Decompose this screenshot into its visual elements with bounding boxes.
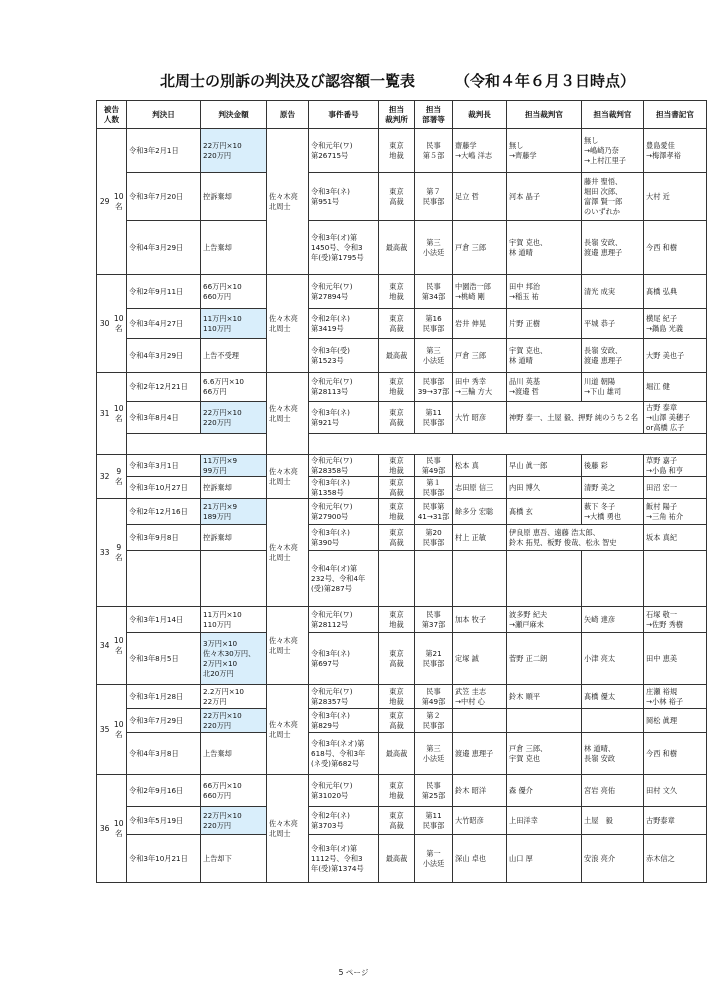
clerk: 田沼 宏一	[644, 477, 707, 499]
table-row	[97, 525, 707, 551]
table-row	[97, 775, 707, 807]
chief-judge: 大竹昭彦	[453, 807, 507, 835]
judgment-date: 令和2年9月11日	[127, 275, 201, 309]
department: 第16 民事部	[415, 309, 453, 339]
judgment-amount: 3万円×10 佐々木30万円、 2万円×10 北20万円	[201, 633, 267, 685]
clerk: 草野 嘉子 →小島 和亨	[644, 455, 707, 477]
header-department: 担当 部署等	[415, 101, 453, 129]
chief-judge: 戸倉 三郎	[453, 221, 507, 275]
chief-judge: 松本 真	[453, 455, 507, 477]
court	[379, 551, 415, 607]
clerk: 今西 和樹	[644, 733, 707, 775]
defendant-count: 10 名	[112, 685, 127, 775]
clerk: 大村 近	[644, 173, 707, 221]
judge-2: 清野 美之	[582, 477, 644, 499]
judgment-date: 令和2年12月16日	[127, 499, 201, 525]
chief-judge	[453, 709, 507, 733]
table-row	[97, 221, 707, 275]
judge-2: 長嶺 安政、 渡邉 恵理子	[582, 221, 644, 275]
department: 民事 第34部	[415, 275, 453, 309]
table-row	[97, 373, 707, 402]
empty-cell	[309, 434, 707, 455]
judgment-date: 令和3年4月27日	[127, 309, 201, 339]
judge-1: 波多野 紀夫 →瀬戸麻未	[507, 607, 582, 633]
judgment-amount: 控訴棄却	[201, 173, 267, 221]
clerk: 古野泰章	[644, 807, 707, 835]
chief-judge: 大竹 昭彦	[453, 402, 507, 434]
chief-judge: 鈴木 昭洋	[453, 775, 507, 807]
header-defendants: 被告 人数	[97, 101, 127, 129]
chief-judge	[453, 551, 507, 607]
judge-2: 無し →嶋崎乃奈 →上村江里子	[582, 129, 644, 173]
clerk: 坂本 真紀	[644, 525, 707, 551]
judge-2: 安浪 亮介	[582, 835, 644, 883]
court: 東京 地裁	[379, 373, 415, 402]
clerk: 飯村 陽子 →三角 祐介	[644, 499, 707, 525]
table-row	[97, 275, 707, 309]
case-number: 令和3年(ネ) 第390号	[309, 525, 379, 551]
defendant-count: 10 名	[112, 129, 127, 275]
judge-2: 清光 成実	[582, 275, 644, 309]
court: 東京 地裁	[379, 607, 415, 633]
table-row	[97, 129, 707, 173]
group-number: 34	[97, 607, 112, 685]
chief-judge: 田中 秀幸 →三輪 方大	[453, 373, 507, 402]
plaintiff: 佐々木亮 北周士	[267, 275, 309, 373]
judgment-date: 令和2年9月16日	[127, 775, 201, 807]
table-row	[97, 434, 707, 455]
group-number: 32	[97, 455, 112, 499]
department: 民事 第37部	[415, 607, 453, 633]
judge-1	[507, 551, 582, 607]
court: 東京 地裁	[379, 499, 415, 525]
table-row	[97, 339, 707, 373]
case-number: 令和3年(ネ) 第951号	[309, 173, 379, 221]
judgment-date: 令和4年3月8日	[127, 733, 201, 775]
department: 第20 民事部	[415, 525, 453, 551]
title-text: 北周士の別訴の判決及び認容額一覧表	[160, 72, 416, 90]
group-number: 31	[97, 373, 112, 455]
judge-2: 薮下 冬子 →大橋 勇也	[582, 499, 644, 525]
group-number: 30	[97, 275, 112, 373]
case-number: 令和3年(ネオ)第 618号、令和3年 (ネ受)第682号	[309, 733, 379, 775]
court: 東京 地裁	[379, 455, 415, 477]
table-row	[97, 733, 707, 775]
judgment-amount: 22万円×10 220万円	[201, 129, 267, 173]
as-of-date: （令和４年６月３日時点）	[455, 72, 636, 90]
department: 第三 小法廷	[415, 733, 453, 775]
case-number: 令和4年(オ)第 232号、令和4年 (受)第287号	[309, 551, 379, 607]
clerk: 髙橋 弘典	[644, 275, 707, 309]
case-number: 令和3年(オ)第 1112号、令和3 年(受)第1374号	[309, 835, 379, 883]
court: 東京 高裁	[379, 709, 415, 733]
judge-1: 戸倉 三郎、 宇賀 克也	[507, 733, 582, 775]
court: 最高裁	[379, 835, 415, 883]
clerk: 田中 恵美	[644, 633, 707, 685]
judgment-date: 令和3年1月14日	[127, 607, 201, 633]
judge-2: 土屋 毅	[582, 807, 644, 835]
department: 第一 小法廷	[415, 835, 453, 883]
chief-judge: 武笠 圭志 →中村 心	[453, 685, 507, 709]
defendant-count: 10 名	[112, 775, 127, 883]
judge-1: 無し →齊藤学	[507, 129, 582, 173]
page-footer: 5 ページ	[338, 968, 369, 977]
judgment-date: 令和3年9月8日	[127, 525, 201, 551]
clerk: 赤木信之	[644, 835, 707, 883]
judge-2: 川道 朝陽 →下山 雄司	[582, 373, 644, 402]
plaintiff: 佐々木亮 北周士	[267, 129, 309, 275]
judgment-date: 令和3年5月19日	[127, 807, 201, 835]
case-number: 令和元年(ワ) 第27894号	[309, 275, 379, 309]
chief-judge: 深山 卓也	[453, 835, 507, 883]
clerk: 横尾 紀子 →鍋島 光義	[644, 309, 707, 339]
judgment-date: 令和3年7月20日	[127, 173, 201, 221]
judgment-table-wrapper	[96, 100, 707, 883]
page-title	[160, 70, 640, 92]
judgment-amount: 上告不受理	[201, 339, 267, 373]
header-amount: 判決金額	[201, 101, 267, 129]
judgment-amount	[201, 551, 267, 607]
chief-judge: 定塚 誠	[453, 633, 507, 685]
judgment-date: 令和3年7月29日	[127, 709, 201, 733]
plaintiff: 佐々木亮 北周士	[267, 607, 309, 685]
department: 第11 民事部	[415, 807, 453, 835]
plaintiff: 佐々木亮 北周士	[267, 775, 309, 883]
judge-1: 鈴木 順平	[507, 685, 582, 709]
case-number: 令和3年(受) 第1523号	[309, 339, 379, 373]
judgment-date: 令和3年8月5日	[127, 633, 201, 685]
clerk: 今西 和樹	[644, 221, 707, 275]
group-number: 29	[97, 129, 112, 275]
judgment-amount: 控訴棄却	[201, 477, 267, 499]
court: 東京 地裁	[379, 775, 415, 807]
judgment-date: 令和3年2月1日	[127, 129, 201, 173]
defendant-count: 9 名	[112, 499, 127, 607]
department: 民事部 39→37部	[415, 373, 453, 402]
clerk	[644, 551, 707, 607]
plaintiff: 佐々木亮 北周士	[267, 685, 309, 775]
judge-2: 宮岩 亮佑	[582, 775, 644, 807]
judges-combined: 神野 泰一、土屋 毅、押野 純のうち２名	[507, 402, 644, 434]
clerk: 堀江 健	[644, 373, 707, 402]
case-number: 令和元年(ワ) 第28358号	[309, 455, 379, 477]
judges-combined: 伊良原 恵吾、遠藤 浩太郎、 鈴木 拓児、板野 俊哉、松永 智史	[507, 525, 644, 551]
court: 東京 高裁	[379, 525, 415, 551]
case-number: 令和3年(ネ) 第1358号	[309, 477, 379, 499]
clerk: 豊島愛佳 →梅澤孝裕	[644, 129, 707, 173]
clerk: 石塚 敬一 →佐野 秀樹	[644, 607, 707, 633]
chief-judge: 餘多分 宏聡	[453, 499, 507, 525]
department: 第７ 民事部	[415, 173, 453, 221]
department: 第１ 民事部	[415, 477, 453, 499]
table-row	[97, 455, 707, 477]
case-number: 令和元年(ワ) 第28113号	[309, 373, 379, 402]
plaintiff: 佐々木亮 北周士	[267, 373, 309, 455]
judge-1: 森 優介	[507, 775, 582, 807]
plaintiff: 佐々木亮 北周士	[267, 455, 309, 499]
table-row	[97, 173, 707, 221]
defendant-count: 9 名	[112, 455, 127, 499]
judgment-date: 令和3年10月21日	[127, 835, 201, 883]
judge-1: 髙橋 玄	[507, 499, 582, 525]
judge-2: 平城 恭子	[582, 309, 644, 339]
table-row	[97, 499, 707, 525]
judge-1: 宇賀 克也、 林 道晴	[507, 339, 582, 373]
group-number: 36	[97, 775, 112, 883]
judgment-amount: 21万円×9 189万円	[201, 499, 267, 525]
case-number: 令和元年(ワ) 第31020号	[309, 775, 379, 807]
judgment-amount: 22万円×10 220万円	[201, 402, 267, 434]
judge-2: 小津 亮太	[582, 633, 644, 685]
case-number: 令和2年(ネ) 第3703号	[309, 807, 379, 835]
header-case-number: 事件番号	[309, 101, 379, 129]
judge-2: 藤井 聖悟、 堀田 次郎、 富澤 賢一郎 のいずれか	[582, 173, 644, 221]
judge-1: 菅野 正二朗	[507, 633, 582, 685]
court: 東京 高裁	[379, 633, 415, 685]
case-number: 令和元年(ワ) 第28112号	[309, 607, 379, 633]
header-date: 判決日	[127, 101, 201, 129]
judge-1: 品川 英基 →渡邉 哲	[507, 373, 582, 402]
judgment-date: 令和3年8月4日	[127, 402, 201, 434]
judgment-amount: 11万円×9 99万円	[201, 455, 267, 477]
table-row	[97, 835, 707, 883]
judgment-amount: 上告却下	[201, 835, 267, 883]
judgment-table	[96, 100, 707, 883]
chief-judge: 渡邉 恵理子	[453, 733, 507, 775]
table-row	[97, 807, 707, 835]
judgment-amount: 66万円×10 660万円	[201, 275, 267, 309]
header-plaintiff: 原告	[267, 101, 309, 129]
header-row	[97, 101, 707, 129]
clerk: 田村 文久	[644, 775, 707, 807]
clerk: 岡松 眞理	[644, 709, 707, 733]
judgment-date	[127, 551, 201, 607]
group-number: 35	[97, 685, 112, 775]
court: 東京 高裁	[379, 807, 415, 835]
judgment-date: 令和3年3月1日	[127, 455, 201, 477]
court: 最高裁	[379, 733, 415, 775]
judge-1: 早山 眞一郎	[507, 455, 582, 477]
judgment-date: 令和2年12月21日	[127, 373, 201, 402]
judgment-date: 令和4年3月29日	[127, 339, 201, 373]
case-number: 令和3年(ネ) 第921号	[309, 402, 379, 434]
court: 最高裁	[379, 221, 415, 275]
table-row	[97, 309, 707, 339]
header-judge-1: 担当裁判官	[507, 101, 582, 129]
judge-1: 山口 厚	[507, 835, 582, 883]
chief-judge: 齋藤学 →大嶋 洋志	[453, 129, 507, 173]
judge-1: 片野 正樹	[507, 309, 582, 339]
table-row	[97, 685, 707, 709]
department: 民事 第49部	[415, 685, 453, 709]
header-clerk: 担当書記官	[644, 101, 707, 129]
judgment-date: 令和4年3月29日	[127, 221, 201, 275]
chief-judge: 加本 牧子	[453, 607, 507, 633]
judgment-amount: 上告棄却	[201, 221, 267, 275]
clerk: 庄瀬 裕規 →小林 裕子	[644, 685, 707, 709]
judge-2: 後藤 彩	[582, 455, 644, 477]
case-number: 令和元年(ワ) 第27900号	[309, 499, 379, 525]
chief-judge: 岩井 伸晃	[453, 309, 507, 339]
clerk: 大野 美也子	[644, 339, 707, 373]
court: 最高裁	[379, 339, 415, 373]
judgment-amount: 22万円×10 220万円	[201, 807, 267, 835]
department	[415, 551, 453, 607]
defendant-count: 10 名	[112, 373, 127, 455]
judgment-amount: 11万円×10 110万円	[201, 607, 267, 633]
chief-judge: 戸倉 三郎	[453, 339, 507, 373]
department: 第三 小法廷	[415, 339, 453, 373]
chief-judge: 中園浩一郎 →桃崎 剛	[453, 275, 507, 309]
header-judge-2: 担当裁判官	[582, 101, 644, 129]
department: 民事 第25部	[415, 775, 453, 807]
header-chief-judge: 裁判長	[453, 101, 507, 129]
table-row	[97, 402, 707, 434]
court: 東京 高裁	[379, 402, 415, 434]
table-row	[97, 607, 707, 633]
court: 東京 地裁	[379, 685, 415, 709]
judge-2: 矢崎 達彦	[582, 607, 644, 633]
table-row	[97, 633, 707, 685]
case-number: 令和元年(ワ) 第28357号	[309, 685, 379, 709]
clerk: 古野 泰章 →山澤 美穂子 or高橋 広子	[644, 402, 707, 434]
case-number: 令和3年(ネ) 第697号	[309, 633, 379, 685]
judge-2: 髙橋 優太	[582, 685, 644, 709]
judgment-amount: 66万円×10 660万円	[201, 775, 267, 807]
judge-2: 長嶺 安政、 渡邉 恵理子	[582, 339, 644, 373]
judge-1: 田中 邦治 →稲玉 祐	[507, 275, 582, 309]
department: 第21 民事部	[415, 633, 453, 685]
judgment-amount: 6.6万円×10 66万円	[201, 373, 267, 402]
judgment-date: 令和3年10月27日	[127, 477, 201, 499]
plaintiff: 佐々木亮 北周士	[267, 499, 309, 607]
defendant-count: 10 名	[112, 275, 127, 373]
court: 東京 高裁	[379, 309, 415, 339]
department: 第２ 民事部	[415, 709, 453, 733]
court: 東京 高裁	[379, 173, 415, 221]
chief-judge: 志田原 信三	[453, 477, 507, 499]
judge-1: 河本 晶子	[507, 173, 582, 221]
chief-judge: 村上 正敏	[453, 525, 507, 551]
chief-judge: 足立 哲	[453, 173, 507, 221]
case-number: 令和2年(ネ) 第3419号	[309, 309, 379, 339]
court: 東京 地裁	[379, 129, 415, 173]
court: 東京 地裁	[379, 275, 415, 309]
court: 東京 高裁	[379, 477, 415, 499]
judge-2	[582, 551, 644, 607]
judgment-amount: 11万円×10 110万円	[201, 309, 267, 339]
table-row	[97, 551, 707, 607]
judgment-amount: 上告棄却	[201, 733, 267, 775]
case-number: 令和3年(ネ) 第829号	[309, 709, 379, 733]
header-court: 担当 裁判所	[379, 101, 415, 129]
judge-2	[582, 709, 644, 733]
empty-cell	[127, 434, 267, 455]
group-number: 33	[97, 499, 112, 607]
judgment-amount: 22万円×10 220万円	[201, 709, 267, 733]
judge-2: 林 道晴、 長嶺 安政	[582, 733, 644, 775]
judge-1: 内田 博久	[507, 477, 582, 499]
judgment-date: 令和3年1月28日	[127, 685, 201, 709]
judgment-amount: 2.2万円×10 22万円	[201, 685, 267, 709]
judge-1: 宇賀 克也、 林 道晴	[507, 221, 582, 275]
department: 民事第 41→31部	[415, 499, 453, 525]
department: 第11 民事部	[415, 402, 453, 434]
defendant-count: 10 名	[112, 607, 127, 685]
judgment-amount: 控訴棄却	[201, 525, 267, 551]
department: 民事 第49部	[415, 455, 453, 477]
department: 第三 小法廷	[415, 221, 453, 275]
judge-1	[507, 709, 582, 733]
case-number: 令和元年(ワ) 第26715号	[309, 129, 379, 173]
table-row	[97, 477, 707, 499]
table-row	[97, 709, 707, 733]
judge-1: 上田洋幸	[507, 807, 582, 835]
department: 民事 第５部	[415, 129, 453, 173]
case-number: 令和3年(オ)第 1450号、令和3 年(受)第1795号	[309, 221, 379, 275]
